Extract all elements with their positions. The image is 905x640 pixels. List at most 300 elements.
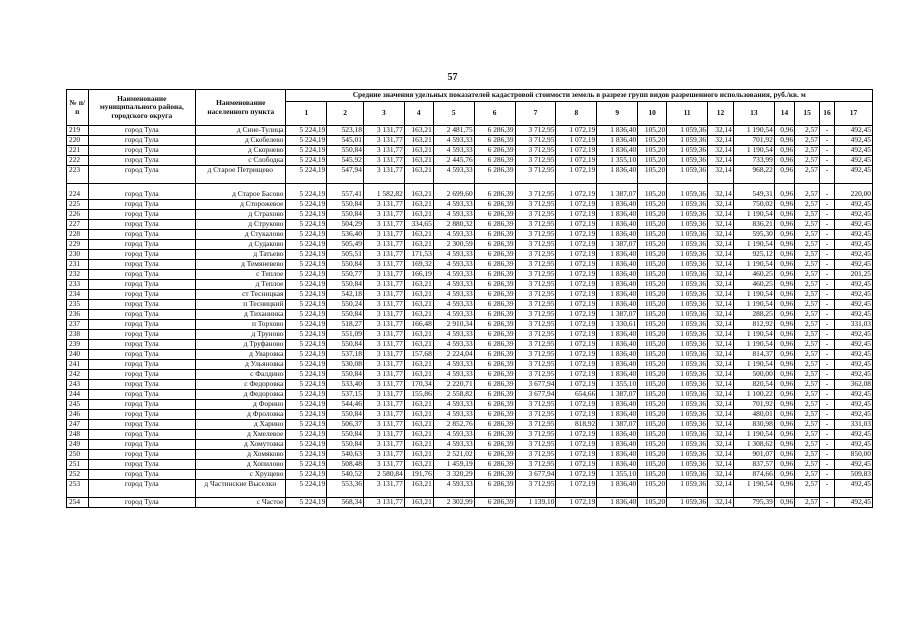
value-group-11: 1 059,36 — [667, 380, 708, 390]
value-group-8: 1 072,19 — [556, 380, 597, 390]
header-district: Наименование муниципального района, городского округа — [88, 90, 196, 126]
value-group-2: 544,46 — [327, 400, 364, 410]
table-row — [67, 290, 873, 300]
value-group-3: 3 131,77 — [363, 450, 404, 460]
value-group-14: 0,96 — [774, 220, 794, 230]
value-group-8: 1 072,19 — [556, 360, 597, 370]
table-row — [67, 360, 873, 370]
value-group-2: 508,48 — [327, 460, 364, 470]
table-row — [67, 270, 873, 280]
table-row — [67, 230, 873, 240]
value-group-3: 1 582,82 — [363, 184, 404, 200]
value-group-1: 5 224,19 — [286, 480, 327, 498]
value-group-4: 163,21 — [404, 146, 433, 156]
value-group-1: 5 224,19 — [286, 156, 327, 166]
value-group-10: 105,20 — [638, 470, 667, 480]
value-group-2: 523,18 — [327, 126, 364, 136]
value-group-15: 2,57 — [795, 330, 820, 340]
value-group-1: 5 224,19 — [286, 200, 327, 210]
value-group-8: 1 072,19 — [556, 370, 597, 380]
value-group-6: 6 286,39 — [474, 450, 515, 460]
value-group-1: 5 224,19 — [286, 370, 327, 380]
value-group-2: 518,27 — [327, 320, 364, 330]
value-group-8: 1 072,19 — [556, 270, 597, 280]
value-group-5: 3 320,29 — [433, 470, 474, 480]
value-group-12: 32,14 — [708, 136, 734, 146]
settlement-name: д Частинские Выселки — [196, 480, 286, 498]
value-group-16: - — [819, 450, 834, 460]
value-group-9: 1 836,40 — [597, 250, 638, 260]
value-group-2: 550,84 — [327, 210, 364, 220]
district-name: город Тула — [88, 280, 196, 290]
value-group-14: 0,96 — [774, 290, 794, 300]
value-group-3: 3 131,77 — [363, 146, 404, 156]
value-group-10: 105,20 — [638, 146, 667, 156]
value-group-7: 3 712,95 — [515, 360, 556, 370]
settlement-name: д Форино — [196, 400, 286, 410]
district-name: город Тула — [88, 184, 196, 200]
value-group-17: 492,45 — [834, 460, 872, 470]
value-group-12: 32,14 — [708, 240, 734, 250]
value-group-17: 492,45 — [834, 200, 872, 210]
district-name: город Тула — [88, 270, 196, 280]
value-group-17: 492,45 — [834, 440, 872, 450]
value-group-7: 3 712,95 — [515, 330, 556, 340]
value-group-5: 4 593,33 — [433, 400, 474, 410]
table-body — [67, 126, 873, 508]
value-group-11: 1 059,36 — [667, 330, 708, 340]
value-group-4: 163,21 — [404, 310, 433, 320]
value-group-5: 4 593,33 — [433, 300, 474, 310]
value-group-14: 0,96 — [774, 360, 794, 370]
value-group-16: - — [819, 210, 834, 220]
value-group-1: 5 224,19 — [286, 450, 327, 460]
value-group-17: 492,45 — [834, 230, 872, 240]
value-group-17: 331,03 — [834, 420, 872, 430]
value-group-5: 2 910,34 — [433, 320, 474, 330]
value-group-4: 163,21 — [404, 410, 433, 420]
settlement-name: д Фроловка — [196, 410, 286, 420]
value-group-11: 1 059,36 — [667, 260, 708, 270]
value-group-2: 550,77 — [327, 270, 364, 280]
value-group-8: 1 072,19 — [556, 156, 597, 166]
value-group-3: 3 131,77 — [363, 440, 404, 450]
value-group-4: 163,21 — [404, 126, 433, 136]
value-group-2: 537,18 — [327, 350, 364, 360]
value-group-8: 1 072,19 — [556, 290, 597, 300]
district-name: город Тула — [88, 146, 196, 156]
value-group-16: - — [819, 380, 834, 390]
value-group-7: 3 712,95 — [515, 300, 556, 310]
value-group-3: 3 131,77 — [363, 360, 404, 370]
value-group-11: 1 059,36 — [667, 270, 708, 280]
value-group-9: 1 836,40 — [597, 260, 638, 270]
value-group-2: 505,51 — [327, 250, 364, 260]
value-group-3: 3 131,77 — [363, 300, 404, 310]
value-group-2: 545,01 — [327, 136, 364, 146]
settlement-name: д Скорнево — [196, 146, 286, 156]
value-group-14: 0,96 — [774, 260, 794, 270]
value-group-8: 1 072,19 — [556, 300, 597, 310]
district-name: город Тула — [88, 420, 196, 430]
value-group-13: 460,25 — [733, 270, 774, 280]
value-group-9: 1 836,40 — [597, 166, 638, 184]
table-row — [67, 136, 873, 146]
value-group-10: 105,20 — [638, 136, 667, 146]
value-group-17: 492,45 — [834, 136, 872, 146]
value-group-11: 1 059,36 — [667, 230, 708, 240]
value-group-12: 32,14 — [708, 410, 734, 420]
table-header — [67, 90, 873, 126]
value-group-17: 492,45 — [834, 240, 872, 250]
value-group-6: 6 286,39 — [474, 250, 515, 260]
value-group-9: 1 387,07 — [597, 420, 638, 430]
value-group-8: 1 072,19 — [556, 260, 597, 270]
value-group-15: 2,57 — [795, 166, 820, 184]
value-group-9: 1 836,40 — [597, 200, 638, 210]
district-name: город Тула — [88, 340, 196, 350]
row-number: 252 — [67, 470, 89, 480]
value-group-15: 2,57 — [795, 230, 820, 240]
value-group-15: 2,57 — [795, 310, 820, 320]
value-group-3: 3 131,77 — [363, 380, 404, 390]
value-group-1: 5 224,19 — [286, 184, 327, 200]
value-group-14: 0,96 — [774, 310, 794, 320]
value-group-3: 3 131,77 — [363, 350, 404, 360]
value-group-16: - — [819, 240, 834, 250]
settlement-name: д Харино — [196, 420, 286, 430]
header-group-15: 15 — [795, 102, 820, 126]
settlement-name: д Труфаново — [196, 340, 286, 350]
settlement-name: с Фалдино — [196, 370, 286, 380]
table-row — [67, 280, 873, 290]
value-group-11: 1 059,36 — [667, 390, 708, 400]
value-group-12: 32,14 — [708, 290, 734, 300]
value-group-17: 492,45 — [834, 156, 872, 166]
value-group-6: 6 286,39 — [474, 360, 515, 370]
value-group-5: 2 558,82 — [433, 390, 474, 400]
header-group-9: 9 — [597, 102, 638, 126]
table-row — [67, 260, 873, 270]
value-group-4: 163,21 — [404, 330, 433, 340]
value-group-6: 6 286,39 — [474, 340, 515, 350]
value-group-11: 1 059,36 — [667, 250, 708, 260]
value-group-14: 0,96 — [774, 350, 794, 360]
district-name: город Тула — [88, 210, 196, 220]
value-group-16: - — [819, 370, 834, 380]
value-group-14: 0,96 — [774, 136, 794, 146]
row-number: 227 — [67, 220, 89, 230]
district-name: город Тула — [88, 126, 196, 136]
value-group-1: 5 224,19 — [286, 250, 327, 260]
value-group-8: 1 072,19 — [556, 126, 597, 136]
value-group-1: 5 224,19 — [286, 360, 327, 370]
value-group-6: 6 286,39 — [474, 430, 515, 440]
value-group-8: 1 072,19 — [556, 146, 597, 156]
value-group-2: 505,49 — [327, 240, 364, 250]
value-group-13: 1 190,54 — [733, 210, 774, 220]
value-group-13: 460,25 — [733, 280, 774, 290]
header-group-17: 17 — [834, 102, 872, 126]
value-group-6: 6 286,39 — [474, 410, 515, 420]
value-group-14: 0,96 — [774, 240, 794, 250]
value-group-4: 163,21 — [404, 230, 433, 240]
value-group-17: 492,45 — [834, 498, 872, 508]
row-number: 235 — [67, 300, 89, 310]
value-group-8: 1 072,19 — [556, 230, 597, 240]
row-number: 222 — [67, 156, 89, 166]
row-number: 241 — [67, 360, 89, 370]
value-group-6: 6 286,39 — [474, 480, 515, 498]
value-group-12: 32,14 — [708, 156, 734, 166]
value-group-10: 105,20 — [638, 230, 667, 240]
value-group-12: 32,14 — [708, 430, 734, 440]
value-group-14: 0,96 — [774, 460, 794, 470]
value-group-16: - — [819, 126, 834, 136]
value-group-9: 1 355,10 — [597, 156, 638, 166]
value-group-4: 163,21 — [404, 300, 433, 310]
district-name: город Тула — [88, 470, 196, 480]
table-row — [67, 310, 873, 320]
value-group-12: 32,14 — [708, 230, 734, 240]
value-group-15: 2,57 — [795, 280, 820, 290]
value-group-15: 2,57 — [795, 390, 820, 400]
value-group-16: - — [819, 480, 834, 498]
value-group-12: 32,14 — [708, 270, 734, 280]
value-group-6: 6 286,39 — [474, 460, 515, 470]
value-group-10: 105,20 — [638, 360, 667, 370]
header-values-title: Средние значения удельных показателей кадастровой стоимости земель в разрезе групп видов разрешенного использования, руб./кв. м — [286, 90, 873, 102]
value-group-17: 492,45 — [834, 390, 872, 400]
value-group-3: 3 131,77 — [363, 126, 404, 136]
value-group-15: 2,57 — [795, 400, 820, 410]
value-group-14: 0,96 — [774, 470, 794, 480]
value-group-13: 968,22 — [733, 166, 774, 184]
district-name: город Тула — [88, 320, 196, 330]
value-group-6: 6 286,39 — [474, 230, 515, 240]
header-group-1: 1 — [286, 102, 327, 126]
value-group-16: - — [819, 360, 834, 370]
value-group-6: 6 286,39 — [474, 126, 515, 136]
value-group-6: 6 286,39 — [474, 370, 515, 380]
value-group-13: 1 190,54 — [733, 126, 774, 136]
value-group-14: 0,96 — [774, 410, 794, 420]
value-group-4: 163,21 — [404, 498, 433, 508]
value-group-12: 32,14 — [708, 210, 734, 220]
value-group-11: 1 059,36 — [667, 430, 708, 440]
value-group-5: 4 593,33 — [433, 340, 474, 350]
value-group-6: 6 286,39 — [474, 156, 515, 166]
value-group-4: 163,21 — [404, 420, 433, 430]
value-group-13: 1 190,54 — [733, 290, 774, 300]
value-group-17: 492,45 — [834, 340, 872, 350]
value-group-6: 6 286,39 — [474, 310, 515, 320]
value-group-16: - — [819, 166, 834, 184]
header-group-16: 16 — [819, 102, 834, 126]
value-group-4: 163,21 — [404, 340, 433, 350]
district-name: город Тула — [88, 430, 196, 440]
table-row — [67, 250, 873, 260]
value-group-13: 480,01 — [733, 410, 774, 420]
district-name: город Тула — [88, 250, 196, 260]
value-group-8: 1 072,19 — [556, 240, 597, 250]
value-group-17: 331,03 — [834, 320, 872, 330]
value-group-10: 105,20 — [638, 240, 667, 250]
value-group-1: 5 224,19 — [286, 410, 327, 420]
value-group-2: 540,52 — [327, 470, 364, 480]
value-group-5: 2 300,59 — [433, 240, 474, 250]
value-group-13: 874,66 — [733, 470, 774, 480]
value-group-1: 5 224,19 — [286, 430, 327, 440]
value-group-8: 1 072,19 — [556, 470, 597, 480]
value-group-1: 5 224,19 — [286, 270, 327, 280]
value-group-7: 3 712,95 — [515, 420, 556, 430]
value-group-9: 1 387,07 — [597, 184, 638, 200]
value-group-7: 3 712,95 — [515, 230, 556, 240]
district-name: город Тула — [88, 260, 196, 270]
value-group-5: 4 593,33 — [433, 210, 474, 220]
value-group-5: 4 593,33 — [433, 136, 474, 146]
value-group-2: 550,84 — [327, 200, 364, 210]
value-group-9: 1 836,40 — [597, 450, 638, 460]
settlement-name: д Теплое — [196, 280, 286, 290]
settlement-name: ст Тесницкая — [196, 290, 286, 300]
value-group-11: 1 059,36 — [667, 146, 708, 156]
value-group-5: 4 593,33 — [433, 280, 474, 290]
settlement-name: д Хмелевое — [196, 430, 286, 440]
value-group-9: 1 836,40 — [597, 220, 638, 230]
value-group-5: 4 593,33 — [433, 410, 474, 420]
value-group-16: - — [819, 410, 834, 420]
value-group-13: 795,39 — [733, 498, 774, 508]
value-group-9: 1 836,40 — [597, 370, 638, 380]
value-group-14: 0,96 — [774, 230, 794, 240]
value-group-16: - — [819, 250, 834, 260]
header-group-8: 8 — [556, 102, 597, 126]
value-group-17: 509,83 — [834, 470, 872, 480]
value-group-7: 3 712,95 — [515, 156, 556, 166]
value-group-12: 32,14 — [708, 480, 734, 498]
value-group-14: 0,96 — [774, 250, 794, 260]
value-group-1: 5 224,19 — [286, 126, 327, 136]
value-group-2: 545,92 — [327, 156, 364, 166]
value-group-2: 550,84 — [327, 370, 364, 380]
value-group-15: 2,57 — [795, 146, 820, 156]
value-group-7: 3 712,95 — [515, 220, 556, 230]
value-group-12: 32,14 — [708, 498, 734, 508]
value-group-16: - — [819, 400, 834, 410]
value-group-14: 0,96 — [774, 300, 794, 310]
value-group-5: 4 593,33 — [433, 230, 474, 240]
value-group-2: 550,84 — [327, 410, 364, 420]
district-name: город Тула — [88, 240, 196, 250]
district-name: город Тула — [88, 200, 196, 210]
table-row — [67, 146, 873, 156]
value-group-1: 5 224,19 — [286, 340, 327, 350]
settlement-name: д Хомутовка — [196, 440, 286, 450]
value-group-2: 550,84 — [327, 280, 364, 290]
settlement-name: с Хрущево — [196, 470, 286, 480]
value-group-13: 830,98 — [733, 420, 774, 430]
value-group-13: 1 190,54 — [733, 340, 774, 350]
value-group-16: - — [819, 280, 834, 290]
value-group-3: 3 131,77 — [363, 250, 404, 260]
district-name: город Тула — [88, 290, 196, 300]
value-group-15: 2,57 — [795, 470, 820, 480]
header-number: № п/п — [67, 90, 89, 126]
value-group-11: 1 059,36 — [667, 184, 708, 200]
district-name: город Тула — [88, 480, 196, 498]
value-group-12: 32,14 — [708, 350, 734, 360]
row-number: 250 — [67, 450, 89, 460]
value-group-8: 1 072,19 — [556, 320, 597, 330]
value-group-10: 105,20 — [638, 350, 667, 360]
value-group-2: 550,84 — [327, 310, 364, 320]
value-group-11: 1 059,36 — [667, 200, 708, 210]
value-group-15: 2,57 — [795, 350, 820, 360]
value-group-14: 0,96 — [774, 156, 794, 166]
table-row — [67, 440, 873, 450]
value-group-7: 3 712,95 — [515, 450, 556, 460]
value-group-14: 0,96 — [774, 390, 794, 400]
value-group-4: 163,21 — [404, 280, 433, 290]
value-group-14: 0,96 — [774, 480, 794, 498]
district-name: город Тула — [88, 498, 196, 508]
settlement-name: п Тесницкий — [196, 300, 286, 310]
value-group-12: 32,14 — [708, 390, 734, 400]
value-group-1: 5 224,19 — [286, 320, 327, 330]
district-name: город Тула — [88, 330, 196, 340]
value-group-1: 5 224,19 — [286, 310, 327, 320]
row-number: 254 — [67, 498, 89, 508]
value-group-11: 1 059,36 — [667, 498, 708, 508]
district-name: город Тула — [88, 136, 196, 146]
table-row — [67, 498, 873, 508]
value-group-9: 1 836,40 — [597, 360, 638, 370]
value-group-17: 492,45 — [834, 300, 872, 310]
settlement-name: д Стукалово — [196, 230, 286, 240]
value-group-1: 5 224,19 — [286, 230, 327, 240]
value-group-12: 32,14 — [708, 440, 734, 450]
value-group-3: 3 131,77 — [363, 290, 404, 300]
value-group-3: 2 580,84 — [363, 470, 404, 480]
value-group-8: 1 072,19 — [556, 480, 597, 498]
value-group-4: 163,21 — [404, 156, 433, 166]
value-group-15: 2,57 — [795, 184, 820, 200]
value-group-9: 1 836,40 — [597, 460, 638, 470]
value-group-4: 163,21 — [404, 450, 433, 460]
district-name: город Тула — [88, 310, 196, 320]
value-group-12: 32,14 — [708, 146, 734, 156]
value-group-12: 32,14 — [708, 380, 734, 390]
value-group-12: 32,14 — [708, 470, 734, 480]
value-group-15: 2,57 — [795, 360, 820, 370]
district-name: город Тула — [88, 220, 196, 230]
value-group-16: - — [819, 430, 834, 440]
row-number: 229 — [67, 240, 89, 250]
value-group-5: 2 445,76 — [433, 156, 474, 166]
value-group-11: 1 059,36 — [667, 410, 708, 420]
settlement-name: д Уваровка — [196, 350, 286, 360]
district-name: город Тула — [88, 460, 196, 470]
value-group-17: 492,45 — [834, 290, 872, 300]
value-group-6: 6 286,39 — [474, 290, 515, 300]
row-number: 237 — [67, 320, 89, 330]
value-group-8: 654,66 — [556, 390, 597, 400]
value-group-14: 0,96 — [774, 430, 794, 440]
value-group-15: 2,57 — [795, 300, 820, 310]
value-group-16: - — [819, 330, 834, 340]
